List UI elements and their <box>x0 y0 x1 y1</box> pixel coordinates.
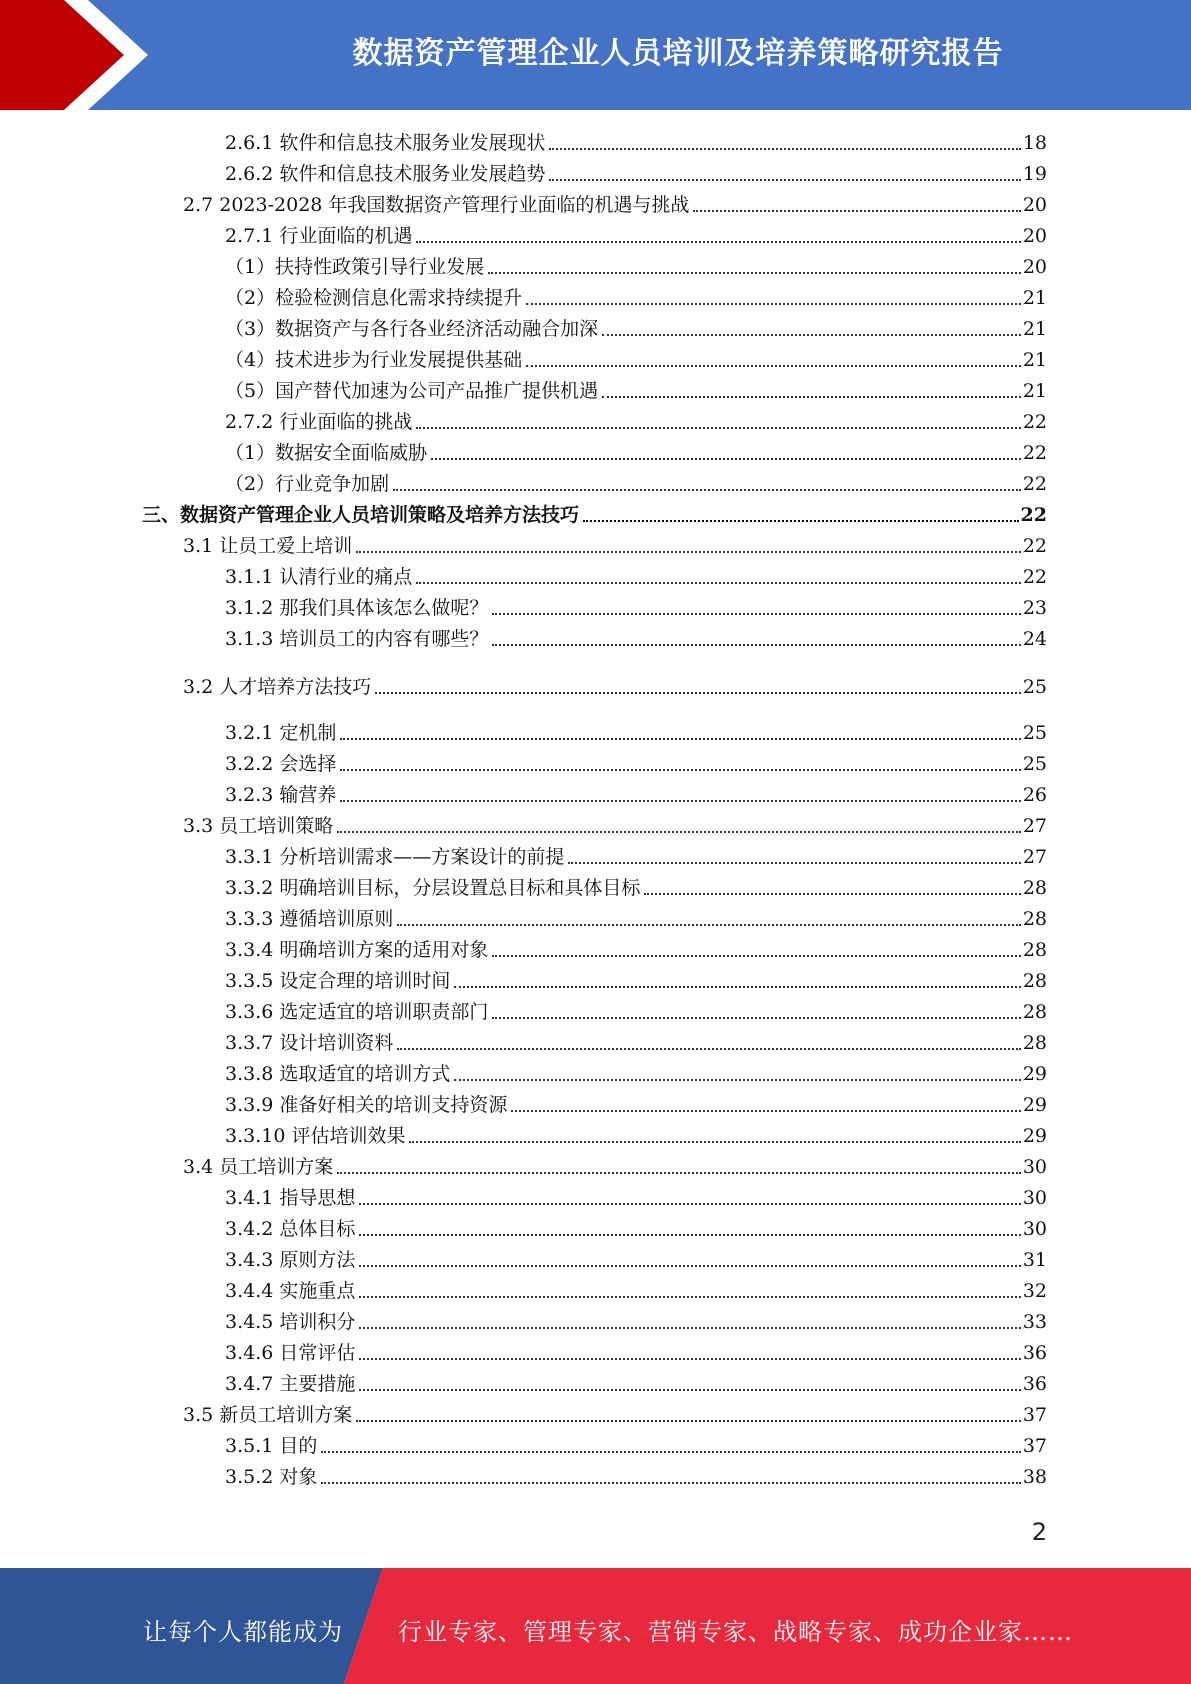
toc-entry[interactable] <box>183 811 1047 841</box>
toc-entry-title: 3.4.5 培训积分 <box>225 1311 356 1333</box>
toc-entry-page: 19 <box>1022 163 1047 185</box>
toc-entry[interactable] <box>225 128 1047 158</box>
toc-entry-page: 22 <box>1022 442 1047 464</box>
toc-dot-leader <box>492 1017 1020 1019</box>
toc-dot-leader <box>492 955 1020 957</box>
toc-entry[interactable] <box>183 190 1047 220</box>
toc-entry-title: 3.2.3 输营养 <box>225 784 337 806</box>
toc-entry-title: 3.1 让员工爱上培训 <box>183 535 353 557</box>
toc-entry[interactable] <box>225 159 1047 189</box>
toc-dot-leader <box>337 1172 1021 1174</box>
toc-entry-page: 31 <box>1022 1249 1047 1271</box>
toc-dot-leader <box>568 862 1020 864</box>
toc-entry-page: 20 <box>1022 194 1047 216</box>
toc-dot-leader <box>583 520 1019 522</box>
toc-entry-title: 3.4.3 原则方法 <box>225 1249 356 1271</box>
toc-dot-leader <box>454 1079 1020 1081</box>
toc-entry[interactable] <box>225 1059 1047 1089</box>
toc-entry-title: 3.3 员工培训策略 <box>183 815 334 837</box>
toc-entry[interactable] <box>225 438 1047 468</box>
toc-dot-leader <box>511 1110 1020 1112</box>
toc-entry-page: 25 <box>1022 753 1047 775</box>
toc-entry-page: 30 <box>1022 1156 1047 1178</box>
toc-entry[interactable] <box>225 873 1047 903</box>
toc-dot-leader <box>431 458 1021 460</box>
toc-entry[interactable] <box>142 500 1047 530</box>
toc-entry[interactable] <box>225 1462 1047 1492</box>
toc-entry-page: 28 <box>1022 939 1047 961</box>
toc-entry[interactable] <box>225 1369 1047 1399</box>
toc-entry-title: 3.1.1 认清行业的痛点 <box>225 566 413 588</box>
toc-dot-leader <box>359 1203 1020 1205</box>
toc-entry-page: 30 <box>1022 1187 1047 1209</box>
toc-entry-title: 3.4.1 指导思想 <box>225 1187 356 1209</box>
toc-entry[interactable] <box>225 624 1047 654</box>
toc-dot-leader <box>397 1048 1020 1050</box>
toc-entry-title: 3.4.7 主要措施 <box>225 1373 356 1395</box>
toc-entry-page: 20 <box>1022 225 1047 247</box>
toc-dot-leader <box>359 1358 1020 1360</box>
toc-entry[interactable] <box>225 1090 1047 1120</box>
toc-entry[interactable] <box>225 407 1047 437</box>
toc-dot-leader <box>393 489 1021 491</box>
toc-entry-page: 28 <box>1022 908 1047 930</box>
toc-dot-leader <box>644 893 1020 895</box>
toc-entry-title: 3.5 新员工培训方案 <box>183 1404 353 1426</box>
toc-entry-title: 2.7 2023-2028 年我国数据资产管理行业面临的机遇与挑战 <box>183 194 690 216</box>
toc-entry-title: 3.3.4 明确培训方案的适用对象 <box>225 939 489 961</box>
toc-dot-leader <box>359 1389 1020 1391</box>
page-number: 2 <box>1031 1518 1047 1546</box>
toc-dot-leader <box>397 924 1020 926</box>
toc-entry-title: 3.3.5 设定合理的培训时间 <box>225 970 451 992</box>
toc-entry-page: 32 <box>1022 1280 1047 1302</box>
toc-entry-title: 3.4.6 日常评估 <box>225 1342 356 1364</box>
toc-dot-leader <box>454 986 1020 988</box>
toc-entry[interactable] <box>225 1214 1047 1244</box>
toc-dot-leader <box>526 303 1021 305</box>
toc-entry-page: 29 <box>1022 1063 1047 1085</box>
toc-entry[interactable] <box>225 221 1047 251</box>
toc-dot-leader <box>416 241 1020 243</box>
toc-entry-title: （2）检验检测信息化需求持续提升 <box>225 287 523 309</box>
toc-entry-title: 3.3.3 遵循培训原则 <box>225 908 394 930</box>
toc-entry[interactable] <box>225 1121 1047 1151</box>
toc-entry-page: 38 <box>1022 1466 1047 1488</box>
toc-entry-page: 23 <box>1022 597 1047 619</box>
toc-entry-page: 22 <box>1022 411 1047 433</box>
toc-entry-title: 3.3.6 选定适宜的培训职责部门 <box>225 1001 489 1023</box>
toc-entry-page: 21 <box>1022 318 1047 340</box>
toc-entry-page: 22 <box>1022 535 1047 557</box>
toc-entry-title: 2.7.2 行业面临的挑战 <box>225 411 413 433</box>
toc-entry-title: 2.6.1 软件和信息技术服务业发展现状 <box>225 132 546 154</box>
footer-slogan-left: 让每个人都能成为 <box>143 1618 343 1646</box>
toc-entry[interactable] <box>225 997 1047 1027</box>
toc-entry-title: 2.7.1 行业面临的机遇 <box>225 225 413 247</box>
toc-entry[interactable] <box>183 672 1047 702</box>
toc-entry-title: 3.3.2 明确培训目标，分层设置总目标和具体目标 <box>225 877 641 899</box>
toc-entry[interactable] <box>225 935 1047 965</box>
toc-dot-leader <box>356 551 1021 553</box>
toc-entry-page: 36 <box>1022 1342 1047 1364</box>
toc-dot-leader <box>337 831 1021 833</box>
toc-entry-title: 3.2 人才培养方法技巧 <box>183 676 372 698</box>
toc-entry[interactable] <box>225 1028 1047 1058</box>
toc-entry-title: 3.1.3 培训员工的内容有哪些？ <box>225 628 489 650</box>
toc-entry-page: 28 <box>1022 1001 1047 1023</box>
toc-entry[interactable] <box>225 718 1047 748</box>
toc-dot-leader <box>321 1451 1020 1453</box>
toc-entry-page: 27 <box>1022 846 1047 868</box>
toc-dot-leader <box>409 1141 1020 1143</box>
toc-entry-page: 29 <box>1022 1094 1047 1116</box>
toc-entry-title: （2）行业竞争加剧 <box>225 473 390 495</box>
toc-entry[interactable] <box>225 1431 1047 1461</box>
toc-entry[interactable] <box>225 1276 1047 1306</box>
toc-dot-leader <box>359 1296 1020 1298</box>
toc-dot-leader <box>492 644 1020 646</box>
document-title: 数据资产管理企业人员培训及培养策略研究报告 <box>352 36 1004 71</box>
toc-entry[interactable] <box>225 1183 1047 1213</box>
toc-entry[interactable] <box>225 1338 1047 1368</box>
toc-entry-title: （4）技术进步为行业发展提供基础 <box>225 349 523 371</box>
toc-entry[interactable] <box>225 314 1047 344</box>
toc-dot-leader <box>602 396 1021 398</box>
toc-entry-page: 28 <box>1022 970 1047 992</box>
toc-dot-leader <box>416 427 1020 429</box>
header-banner <box>0 0 1191 110</box>
toc-entry[interactable] <box>183 1400 1047 1430</box>
toc-entry-title: 3.3.8 选取适宜的培训方式 <box>225 1063 451 1085</box>
toc-entry-title: （3）数据资产与各行各业经济活动融合加深 <box>225 318 599 340</box>
toc-entry-page: 30 <box>1022 1218 1047 1240</box>
toc-entry[interactable] <box>225 780 1047 810</box>
toc-entry-title: 2.6.2 软件和信息技术服务业发展趋势 <box>225 163 546 185</box>
toc-dot-leader <box>526 365 1021 367</box>
toc-entry-page: 28 <box>1022 1032 1047 1054</box>
toc-dot-leader <box>321 1482 1020 1484</box>
toc-entry-page: 24 <box>1022 628 1047 650</box>
toc-entry-page: 26 <box>1022 784 1047 806</box>
toc-entry-page: 33 <box>1022 1311 1047 1333</box>
toc-entry[interactable] <box>225 345 1047 375</box>
toc-dot-leader <box>416 582 1020 584</box>
toc-dot-leader <box>340 800 1020 802</box>
toc-entry-title: 3.5.2 对象 <box>225 1466 318 1488</box>
toc-dot-leader <box>693 210 1020 212</box>
toc-entry-title: （1）数据安全面临威胁 <box>225 442 428 464</box>
toc-dot-leader <box>549 179 1020 181</box>
toc-entry-title: 3.4 员工培训方案 <box>183 1156 334 1178</box>
toc-entry-page: 22 <box>1022 566 1047 588</box>
toc-dot-leader <box>488 272 1021 274</box>
toc-entry-title: 3.4.2 总体目标 <box>225 1218 356 1240</box>
toc-dot-leader <box>359 1327 1020 1329</box>
toc-entry-page: 27 <box>1022 815 1047 837</box>
toc-entry[interactable] <box>225 749 1047 779</box>
toc-entry[interactable] <box>225 966 1047 996</box>
toc-dot-leader <box>602 334 1021 336</box>
toc-entry[interactable] <box>225 252 1047 282</box>
toc-entry[interactable] <box>225 1307 1047 1337</box>
toc-entry-page: 18 <box>1022 132 1047 154</box>
toc-entry-title: 3.1.2 那我们具体该怎么做呢？ <box>225 597 489 619</box>
toc-entry-page: 25 <box>1022 676 1047 698</box>
toc-entry-page: 25 <box>1022 722 1047 744</box>
toc-entry-page: 22 <box>1022 473 1047 495</box>
toc-dot-leader <box>340 738 1020 740</box>
toc-dot-leader <box>549 148 1020 150</box>
toc-entry-page: 37 <box>1022 1404 1047 1426</box>
toc-entry-page: 21 <box>1022 287 1047 309</box>
toc-entry[interactable] <box>225 283 1047 313</box>
footer-banner <box>0 1568 1191 1684</box>
toc-entry-title: （1）扶持性政策引导行业发展 <box>225 256 485 278</box>
toc-entry-title: （5）国产替代加速为公司产品推广提供机遇 <box>225 380 599 402</box>
toc-entry-title: 3.3.10 评估培训效果 <box>225 1125 406 1147</box>
toc-entry-title: 3.3.1 分析培训需求——方案设计的前提 <box>225 846 565 868</box>
toc-entry-page: 21 <box>1022 349 1047 371</box>
toc-entry-title: 3.2.1 定机制 <box>225 722 337 744</box>
toc-entry-title: 3.4.4 实施重点 <box>225 1280 356 1302</box>
toc-entry-page: 21 <box>1022 380 1047 402</box>
footer-slogan-right: 行业专家、管理专家、营销专家、战略专家、成功企业家…… <box>398 1618 1073 1646</box>
toc-dot-leader <box>359 1265 1020 1267</box>
toc-entry-page: 29 <box>1022 1125 1047 1147</box>
toc-entry-page: 28 <box>1022 877 1047 899</box>
toc-entry[interactable] <box>225 562 1047 592</box>
toc-entry[interactable] <box>225 904 1047 934</box>
toc-entry-page: 37 <box>1022 1435 1047 1457</box>
toc-dot-leader <box>359 1234 1020 1236</box>
toc-entry-title: 3.5.1 目的 <box>225 1435 318 1457</box>
toc-entry[interactable] <box>225 469 1047 499</box>
toc-entry-title: 3.3.9 准备好相关的培训支持资源 <box>225 1094 508 1116</box>
toc-entry-page: 22 <box>1020 504 1047 526</box>
toc-entry[interactable] <box>225 376 1047 406</box>
toc-entry[interactable] <box>225 842 1047 872</box>
toc-entry[interactable] <box>183 531 1047 561</box>
toc-entry[interactable] <box>225 593 1047 623</box>
toc-dot-leader <box>356 1420 1021 1422</box>
toc-entry-title: 3.3.7 设计培训资料 <box>225 1032 394 1054</box>
toc-entry[interactable] <box>225 1245 1047 1275</box>
toc-entry-title: 3.2.2 会选择 <box>225 753 337 775</box>
toc-dot-leader <box>340 769 1020 771</box>
toc-entry-page: 36 <box>1022 1373 1047 1395</box>
toc-entry[interactable] <box>183 1152 1047 1182</box>
toc-dot-leader <box>492 613 1020 615</box>
toc-entry-title: 三、数据资产管理企业人员培训策略及培养方法技巧 <box>142 504 580 526</box>
toc-dot-leader <box>375 692 1021 694</box>
toc-entry-page: 20 <box>1022 256 1047 278</box>
